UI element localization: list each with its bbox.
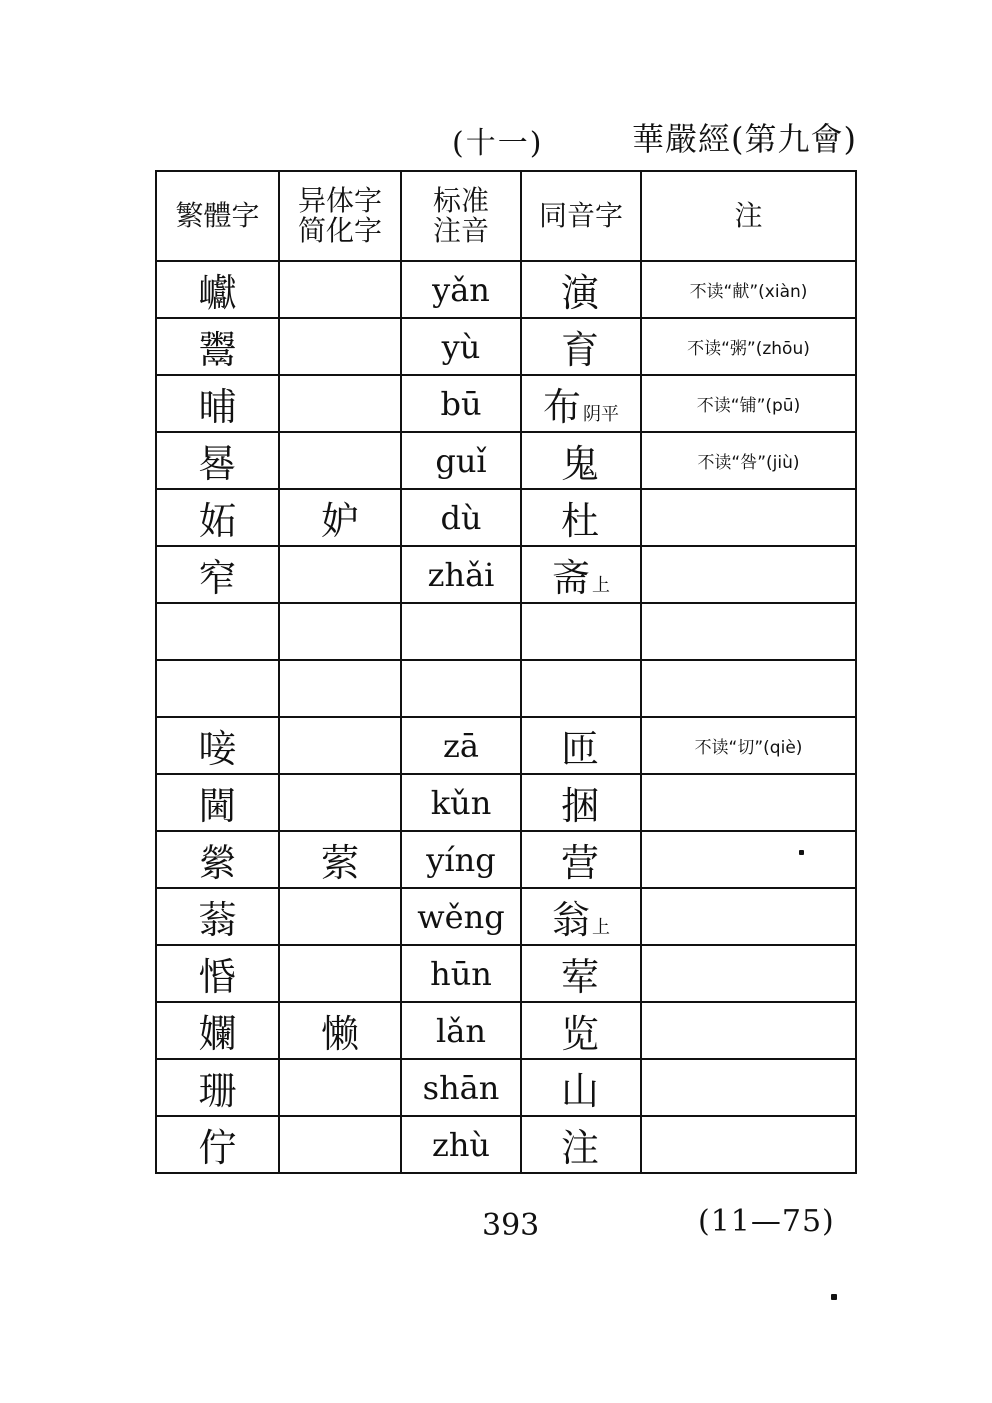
traditional-char: 唼 [156,717,279,774]
variant-char [279,261,401,318]
variant-char [279,1116,401,1173]
note: 不读“铺”(pū) [641,375,856,432]
table-row [156,945,856,1002]
homophone-char [521,375,641,432]
pinyin: dù [401,489,521,546]
traditional-char: 縈 [156,831,279,888]
homophone-text: 营 [560,841,599,885]
sutra-title: 華嚴經(第九會) [632,120,857,158]
note: 不读“献”(xiàn) [641,261,856,318]
table-row [156,831,856,888]
homophone-char [521,432,641,489]
homophone-char [521,1002,641,1059]
table-row [156,717,856,774]
variant-char [279,945,401,1002]
homophone-char [521,717,641,774]
table-row [156,1116,856,1173]
homophone-char [521,774,641,831]
pinyin: yíng [401,831,521,888]
variant-char [279,318,401,375]
traditional-char [156,603,279,660]
table-row [156,774,856,831]
tone-mark: 上 [592,917,610,938]
note [641,603,856,660]
note [641,945,856,1002]
note [641,1116,856,1173]
homophone-text: 育 [560,328,599,372]
traditional-char: 孄 [156,1002,279,1059]
homophone-char [521,546,641,603]
variant-char: 萦 [279,831,401,888]
note [641,546,856,603]
table-row [156,603,856,660]
homophone-text: 荤 [560,955,599,999]
homophone-text: 斋 [551,556,590,600]
homophone-char [521,831,641,888]
pinyin: shān [401,1059,521,1116]
homophone-text: 演 [560,271,599,315]
traditional-char: 妬 [156,489,279,546]
note [641,1059,856,1116]
traditional-char: 晡 [156,375,279,432]
homophone-text: 布 [542,385,581,429]
note: 不读“咎”(jiù) [641,432,856,489]
homophone-char [521,945,641,1002]
homophone-text: 览 [560,1012,599,1056]
table-row [156,546,856,603]
traditional-char: 珊 [156,1059,279,1116]
traditional-char: 鬻 [156,318,279,375]
variant-char [279,660,401,717]
pinyin: wěng [401,888,521,945]
col-pinyin-header: 标准 注音 [401,171,521,261]
pinyin: zā [401,717,521,774]
table-row [156,888,856,945]
variant-char [279,774,401,831]
note [641,774,856,831]
variant-char [279,375,401,432]
pinyin: yù [401,318,521,375]
variant-char [279,717,401,774]
col-variant-header: 异体字 简化字 [279,171,401,261]
homophone-text: 山 [560,1069,599,1113]
variant-char [279,888,401,945]
homophone-text: 匝 [560,727,599,771]
table-row [156,375,856,432]
traditional-char: 巘 [156,261,279,318]
table-row [156,1002,856,1059]
pinyin: zhù [401,1116,521,1173]
note [641,660,856,717]
homophone-char [521,1116,641,1173]
homophone-text: 杜 [560,499,599,543]
variant-char [279,1059,401,1116]
homophone-char [521,888,641,945]
variant-char: 妒 [279,489,401,546]
traditional-char: 閫 [156,774,279,831]
note [641,489,856,546]
table-row [156,318,856,375]
table-body [156,261,856,1173]
homophone-text: 注 [560,1126,599,1170]
traditional-char: 惛 [156,945,279,1002]
note: 不读“切”(qiè) [641,717,856,774]
pinyin: hūn [401,945,521,1002]
traditional-char: 佇 [156,1116,279,1173]
homophone-char [521,489,641,546]
homophone-char [521,261,641,318]
table-header-row [156,171,856,261]
stray-dot [831,1294,837,1300]
col-traditional-header: 繁體字 [156,171,279,261]
homophone-text: 翁 [551,898,590,942]
traditional-char: 蓊 [156,888,279,945]
note [641,1002,856,1059]
homophone-char [521,1059,641,1116]
variant-char [279,603,401,660]
traditional-char: 窄 [156,546,279,603]
section-number: (十一) [452,126,544,161]
variant-char [279,432,401,489]
stray-dot [799,850,804,855]
page-number: 393 [482,1208,540,1243]
variant-char [279,546,401,603]
tone-mark: 阴平 [583,404,619,425]
pinyin: zhǎi [401,546,521,603]
col-note-header: 注 [641,171,856,261]
table-row [156,1059,856,1116]
pronunciation-table [155,170,857,1174]
homophone-char [521,603,641,660]
traditional-char: 晷 [156,432,279,489]
col-homophone-header: 同音字 [521,171,641,261]
pinyin: kǔn [401,774,521,831]
homophone-char [521,660,641,717]
pinyin: yǎn [401,261,521,318]
table-row [156,261,856,318]
table-row [156,489,856,546]
pinyin [401,660,521,717]
homophone-char [521,318,641,375]
note [641,888,856,945]
pinyin: guǐ [401,432,521,489]
volume-code: (11—75) [698,1204,835,1239]
homophone-text: 捆 [560,784,599,828]
note [641,831,856,888]
tone-mark: 上 [592,575,610,596]
pinyin: lǎn [401,1002,521,1059]
table-row [156,660,856,717]
table-row [156,432,856,489]
pinyin: bū [401,375,521,432]
homophone-text: 鬼 [560,442,599,486]
variant-char: 懒 [279,1002,401,1059]
pinyin [401,603,521,660]
note: 不读“粥”(zhōu) [641,318,856,375]
traditional-char [156,660,279,717]
